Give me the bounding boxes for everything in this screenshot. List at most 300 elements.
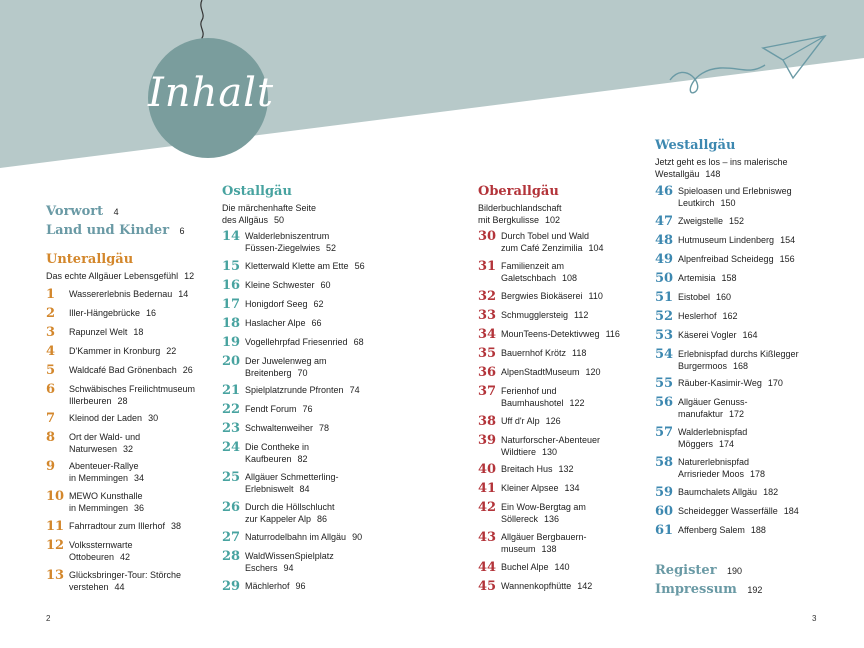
- toc-entry[interactable]: [655, 524, 766, 538]
- entry-title-line: [245, 367, 327, 379]
- entry-title-line: [69, 569, 181, 581]
- entry-title: Arrisrieder Moos: [678, 469, 745, 479]
- entry-text: [69, 383, 195, 407]
- entry-text: [69, 490, 144, 514]
- entry-title: Wassererlebnis Bedernau: [69, 289, 173, 299]
- entry-title: Naturerlebnispfad: [678, 457, 750, 467]
- toc-entry[interactable]: [222, 384, 360, 398]
- section-intro: [655, 156, 788, 180]
- end-entry-page: 192: [747, 585, 763, 595]
- entry-title: Allgäuer Schmetterling-: [245, 472, 339, 482]
- entry-title: Heslerhof: [678, 311, 717, 321]
- entry-number: 10: [46, 489, 65, 504]
- entry-title-line: [69, 472, 144, 484]
- entry-title-line: [501, 328, 620, 340]
- entry-title-line: [245, 471, 339, 483]
- entry-page: 150: [720, 198, 736, 208]
- entry-title: Zweigstelle: [678, 216, 724, 226]
- entry-text: [245, 355, 327, 379]
- entry-number: 61: [655, 523, 674, 538]
- entry-title: Naturforscher-Abenteuer: [501, 435, 601, 445]
- toc-entry[interactable]: [655, 505, 799, 519]
- entry-page: 170: [767, 378, 783, 388]
- entry-title: Walderlebnispfad: [678, 427, 748, 437]
- toc-entry[interactable]: [46, 412, 158, 426]
- entry-title: Scheidegger Wasserfälle: [678, 506, 778, 516]
- entry-page: 130: [542, 447, 558, 457]
- entry-title-line: [69, 443, 140, 455]
- entry-title: Baumhaushotel: [501, 398, 564, 408]
- intro-page: 102: [545, 215, 561, 225]
- entry-page: 182: [763, 487, 779, 497]
- entry-title: Ort der Wald- und: [69, 432, 141, 442]
- main-entry-page: 6: [179, 226, 185, 236]
- entry-title: Bauernhof Krötz: [501, 348, 567, 358]
- entry-title: Räuber-Kasimir-Weg: [678, 378, 762, 388]
- entry-number: 14: [222, 229, 241, 244]
- page-number-right: 3: [812, 614, 817, 623]
- entry-title-line: [501, 482, 580, 494]
- entry-title-line: [501, 513, 586, 525]
- toc-entry[interactable]: [655, 234, 795, 248]
- entry-page: 22: [166, 346, 177, 356]
- entry-title-line: [69, 581, 181, 593]
- entry-title-line: [501, 543, 587, 555]
- entry-text: [678, 234, 795, 246]
- entry-number: 28: [222, 549, 241, 564]
- entry-text: [501, 347, 586, 359]
- toc-entry[interactable]: [222, 422, 329, 436]
- entry-title-line: [501, 385, 585, 397]
- toc-entry[interactable]: [222, 355, 327, 379]
- entry-title: Breitenberg: [245, 368, 292, 378]
- entry-number: 38: [478, 414, 497, 429]
- toc-entry[interactable]: [478, 347, 586, 361]
- entry-page: 26: [182, 365, 193, 375]
- toc-entry[interactable]: [222, 531, 362, 545]
- entry-page: 152: [729, 216, 745, 226]
- entry-title: Baumchalets Allgäu: [678, 487, 758, 497]
- toc-entry[interactable]: [655, 426, 747, 450]
- entry-title-line: [501, 531, 587, 543]
- entry-page: 142: [577, 581, 593, 591]
- entry-title-line: [69, 383, 195, 395]
- entry-page: 112: [574, 310, 589, 320]
- toc-entry[interactable]: [478, 290, 603, 304]
- toc-entry[interactable]: [655, 185, 792, 209]
- entry-title-line: [678, 329, 758, 341]
- entry-text: [678, 185, 792, 209]
- entry-title: Spielplatzrunde Pfronten: [245, 385, 344, 395]
- toc-entry[interactable]: [478, 501, 586, 525]
- entry-title: Familienzeit am: [501, 261, 565, 271]
- entry-page: 70: [297, 368, 308, 378]
- entry-page: 188: [750, 525, 766, 535]
- section-intro: [46, 270, 194, 282]
- entry-number: 39: [478, 433, 497, 448]
- entry-number: 20: [222, 354, 241, 369]
- entry-title: MounTeens-Detektivweg: [501, 329, 600, 339]
- entry-title: Allgäuer Genuss-: [678, 397, 748, 407]
- entry-page: 28: [117, 396, 128, 406]
- entry-number: 52: [655, 309, 674, 324]
- toc-entry[interactable]: [222, 317, 322, 331]
- toc-entry[interactable]: [478, 531, 587, 555]
- entry-title: Fahrradtour zum Illerhof: [69, 521, 166, 531]
- entry-title-line: [245, 422, 329, 434]
- toc-entry[interactable]: [478, 580, 592, 594]
- entry-text: [69, 412, 158, 424]
- entry-page: 42: [120, 552, 131, 562]
- entry-title: Walderlebniszentrum: [245, 231, 330, 241]
- entry-number: 49: [655, 252, 674, 267]
- entry-page: 116: [605, 329, 620, 339]
- toc-entry[interactable]: [46, 383, 195, 407]
- entry-text: [69, 460, 144, 484]
- entry-number: 29: [222, 579, 241, 594]
- entry-text: [501, 463, 574, 475]
- toc-entry[interactable]: [655, 377, 783, 391]
- entry-page: 140: [554, 562, 570, 572]
- entry-text: [678, 486, 778, 498]
- toc-entry[interactable]: [46, 307, 156, 321]
- entry-title: Die Contheke in: [245, 442, 310, 452]
- entry-page: 138: [541, 544, 557, 554]
- entry-page: 184: [783, 506, 799, 516]
- entry-title: Käserei Vogler: [678, 330, 737, 340]
- entry-page: 94: [283, 563, 294, 573]
- entry-text: [501, 561, 570, 573]
- entry-text: [245, 403, 313, 415]
- toc-entry[interactable]: [46, 345, 176, 359]
- entry-title-line: [245, 384, 360, 396]
- toc-entry[interactable]: [655, 272, 737, 286]
- entry-title-line: [245, 242, 336, 254]
- entry-title: Fendt Forum: [245, 404, 297, 414]
- entry-title-line: [69, 345, 176, 357]
- entry-page: 84: [299, 484, 310, 494]
- entry-title-line: [678, 234, 795, 246]
- end-entry-register[interactable]: [655, 561, 742, 579]
- entry-title-line: [69, 364, 193, 376]
- intro-page: 50: [274, 215, 285, 225]
- entry-title: Abenteuer-Rallye: [69, 461, 139, 471]
- toc-entry[interactable]: [46, 460, 144, 484]
- entry-number: 46: [655, 184, 674, 199]
- entry-text: [501, 309, 588, 321]
- entry-title-line: [501, 242, 604, 254]
- toc-entry[interactable]: [478, 328, 620, 342]
- toc-entry[interactable]: [478, 366, 601, 380]
- entry-text: [678, 426, 747, 450]
- entry-number: 36: [478, 365, 497, 380]
- entry-title-line: [245, 403, 313, 415]
- entry-title-line: [69, 288, 188, 300]
- entry-page: 62: [313, 299, 324, 309]
- entry-title-line: [501, 347, 586, 359]
- toc-entry[interactable]: [46, 364, 193, 378]
- entry-title-line: [245, 550, 334, 562]
- toc-entry[interactable]: [655, 291, 731, 305]
- entry-number: 6: [46, 382, 56, 397]
- toc-entry[interactable]: [478, 434, 600, 458]
- entry-number: 7: [46, 411, 56, 426]
- entry-title-line: [678, 197, 792, 209]
- toc-entry[interactable]: [46, 490, 144, 514]
- entry-title-line: [678, 185, 792, 197]
- entry-number: 12: [46, 538, 65, 553]
- entry-title: Füssen-Ziegelwies: [245, 243, 321, 253]
- entry-page: 86: [317, 514, 328, 524]
- entry-text: [678, 215, 744, 227]
- entry-title: Iller-Hängebrücke: [69, 308, 141, 318]
- entry-number: 25: [222, 470, 241, 485]
- entry-page: 178: [750, 469, 766, 479]
- entry-title: Breitach Hus: [501, 464, 553, 474]
- entry-text: [501, 290, 603, 302]
- toc-entry[interactable]: [655, 486, 778, 500]
- entry-title: Kletterwald Klette am Ette: [245, 261, 349, 271]
- entry-number: 5: [46, 363, 56, 378]
- entry-title-line: [678, 396, 748, 408]
- entry-title-line: [678, 426, 747, 438]
- entry-title: WaldWissenSpielplatz: [245, 551, 334, 561]
- entry-title: in Memmingen: [69, 473, 129, 483]
- entry-title-line: [245, 260, 365, 272]
- entry-page: 36: [134, 503, 145, 513]
- toc-entry[interactable]: [478, 230, 604, 254]
- entry-page: 162: [722, 311, 738, 321]
- entry-text: [69, 520, 181, 532]
- entry-title: AlpenStadtMuseum: [501, 367, 580, 377]
- entry-number: 47: [655, 214, 674, 229]
- entry-text: [245, 550, 334, 574]
- toc-entry[interactable]: [46, 520, 181, 534]
- entry-page: 96: [295, 581, 306, 591]
- toc-entry[interactable]: [222, 279, 331, 293]
- toc-entry[interactable]: [222, 403, 313, 417]
- entry-number: 44: [478, 560, 497, 575]
- entry-text: [678, 348, 799, 372]
- entry-text: [69, 326, 143, 338]
- entry-text: [245, 441, 309, 465]
- entry-title-line: [678, 348, 799, 360]
- entry-number: 45: [478, 579, 497, 594]
- entry-title-line: [245, 531, 362, 543]
- entry-title: Honigdorf Seeg: [245, 299, 308, 309]
- entry-number: 4: [46, 344, 56, 359]
- entry-title-line: [69, 551, 133, 563]
- entry-text: [245, 279, 331, 291]
- entry-page: 56: [354, 261, 365, 271]
- entry-text: [501, 328, 620, 340]
- entry-title: Glücksbringer-Tour: Störche: [69, 570, 182, 580]
- main-entry-land-und-kinder[interactable]: [46, 221, 185, 239]
- entry-title: Alpenfreibad Scheidegg: [678, 254, 774, 264]
- entry-title: verstehen: [69, 582, 109, 592]
- end-entry-impressum[interactable]: [655, 580, 762, 598]
- toc-entry[interactable]: [478, 385, 585, 409]
- entry-title-line: [69, 412, 158, 424]
- main-entry-vorwort[interactable]: [46, 202, 119, 220]
- toc-entry[interactable]: [655, 253, 795, 267]
- entry-page: 30: [148, 413, 159, 423]
- entry-title: Möggers: [678, 439, 714, 449]
- entry-title: Rapunzel Welt: [69, 327, 128, 337]
- toc-entry[interactable]: [222, 471, 339, 495]
- entry-page: 38: [171, 521, 182, 531]
- toc-entry[interactable]: [222, 550, 334, 574]
- entry-title: Hutmuseum Lindenberg: [678, 235, 775, 245]
- toc-entry[interactable]: [655, 348, 799, 372]
- toc-entry[interactable]: [222, 260, 365, 274]
- entry-title-line: [245, 298, 324, 310]
- entry-page: 136: [544, 514, 560, 524]
- entry-title-line: [678, 524, 766, 536]
- entry-text: [501, 531, 587, 555]
- toc-entry[interactable]: [655, 456, 765, 480]
- entry-page: 172: [729, 409, 745, 419]
- entry-number: 56: [655, 395, 674, 410]
- entry-number: 26: [222, 500, 241, 515]
- entry-title: Vogellehrpfad Friesenried: [245, 337, 348, 347]
- entry-number: 57: [655, 425, 674, 440]
- toc-entry[interactable]: [222, 230, 336, 254]
- entry-title: Erlebnispfad durchs Kißlegger: [678, 349, 799, 359]
- entry-number: 37: [478, 384, 497, 399]
- entry-title: Volkssternwarte: [69, 540, 133, 550]
- entry-title: Eschers: [245, 563, 278, 573]
- entry-page: 164: [742, 330, 758, 340]
- entry-text: [501, 501, 586, 525]
- main-entry-label: Vorwort: [46, 204, 104, 219]
- toc-entry[interactable]: [222, 580, 306, 594]
- entry-title-line: [501, 580, 592, 592]
- entry-page: 32: [123, 444, 134, 454]
- entry-text: [678, 291, 731, 303]
- intro-text: Bilderbuchlandschaft: [478, 203, 562, 213]
- entry-title: Wannenkopfhütte: [501, 581, 572, 591]
- entry-number: 24: [222, 440, 241, 455]
- entry-title-line: [501, 463, 574, 475]
- entry-title: Waldcafé Bad Grönenbach: [69, 365, 177, 375]
- entry-page: 44: [114, 582, 125, 592]
- end-entry-page: 190: [727, 566, 743, 576]
- entry-title: Erlebniswelt: [245, 484, 294, 494]
- entry-text: [245, 501, 335, 525]
- entry-page: 104: [588, 243, 604, 253]
- entry-title-line: [69, 502, 144, 514]
- entry-title: Durch Tobel und Wald: [501, 231, 590, 241]
- toc-entry[interactable]: [222, 501, 335, 525]
- entry-text: [501, 434, 600, 458]
- toc-entry[interactable]: [46, 431, 140, 455]
- entry-title-line: [501, 272, 577, 284]
- toc-entry[interactable]: [222, 441, 309, 465]
- entry-text: [245, 384, 360, 396]
- entry-title: Schmugglersteig: [501, 310, 569, 320]
- entry-number: 43: [478, 530, 497, 545]
- toc-entry[interactable]: [478, 260, 577, 284]
- toc-entry[interactable]: [46, 569, 181, 593]
- toc-entry[interactable]: [46, 326, 143, 340]
- entry-title-line: [245, 336, 364, 348]
- entry-title: Uff d'r Alp: [501, 416, 540, 426]
- entry-title: Galetschbach: [501, 273, 557, 283]
- entry-number: 53: [655, 328, 674, 343]
- entry-page: 68: [353, 337, 364, 347]
- toc-entry[interactable]: [478, 415, 561, 429]
- entry-page: 60: [320, 280, 331, 290]
- entry-text: [678, 505, 799, 517]
- entry-text: [678, 377, 783, 389]
- entry-title-line: [678, 408, 748, 420]
- toc-entry[interactable]: [222, 298, 324, 312]
- entry-text: [245, 422, 329, 434]
- entry-title: Illerbeuren: [69, 396, 112, 406]
- entry-page: 154: [780, 235, 796, 245]
- entry-number: 23: [222, 421, 241, 436]
- intro-page: 148: [705, 169, 721, 179]
- entry-title: Söllereck: [501, 514, 539, 524]
- entry-title-line: [501, 230, 604, 242]
- entry-title: Naturwesen: [69, 444, 118, 454]
- intro-page: 12: [184, 271, 195, 281]
- entry-title-line: [678, 360, 799, 372]
- toc-entry[interactable]: [478, 309, 588, 323]
- entry-title-line: [501, 434, 600, 446]
- intro-text: Jetzt geht es los – ins malerische: [655, 157, 788, 167]
- entry-number: 41: [478, 481, 497, 496]
- section-title-unterallgaeu: Unterallgäu: [46, 252, 134, 267]
- entry-number: 59: [655, 485, 674, 500]
- entry-title-line: [501, 260, 577, 272]
- end-entry-label: Register: [655, 563, 717, 578]
- section-title-ostallgaeu: Ostallgäu: [222, 184, 292, 199]
- entry-title-line: [501, 501, 586, 513]
- toc-entry[interactable]: [478, 561, 570, 575]
- entry-page: 76: [302, 404, 313, 414]
- toc-entry[interactable]: [46, 288, 188, 302]
- toc-entry[interactable]: [655, 215, 744, 229]
- entry-title-line: [69, 490, 144, 502]
- entry-title-line: [501, 309, 588, 321]
- toc-entry[interactable]: [655, 396, 748, 420]
- entry-number: 8: [46, 430, 56, 445]
- entry-title: Ein Wow-Bergtag am: [501, 502, 586, 512]
- toc-entry[interactable]: [655, 310, 738, 324]
- entry-title: Affenberg Salem: [678, 525, 745, 535]
- entry-title: Allgäuer Bergbauern-: [501, 532, 587, 542]
- toc-entry[interactable]: [655, 329, 758, 343]
- toc-entry[interactable]: [46, 539, 133, 563]
- toc-entry[interactable]: [478, 463, 574, 477]
- entry-text: [245, 336, 364, 348]
- intro-text: des Allgäus: [222, 215, 269, 225]
- entry-page: 74: [349, 385, 360, 395]
- section-title-westallgaeu: Westallgäu: [655, 138, 736, 153]
- entry-title-line: [69, 520, 181, 532]
- entry-title-line: [245, 230, 336, 242]
- toc-entry[interactable]: [222, 336, 364, 350]
- toc-entry[interactable]: [478, 482, 580, 496]
- entry-page: 52: [326, 243, 337, 253]
- entry-title-line: [69, 326, 143, 338]
- entry-page: 118: [572, 348, 587, 358]
- entry-title: museum: [501, 544, 536, 554]
- end-entry-label: Impressum: [655, 582, 737, 597]
- entry-number: 40: [478, 462, 497, 477]
